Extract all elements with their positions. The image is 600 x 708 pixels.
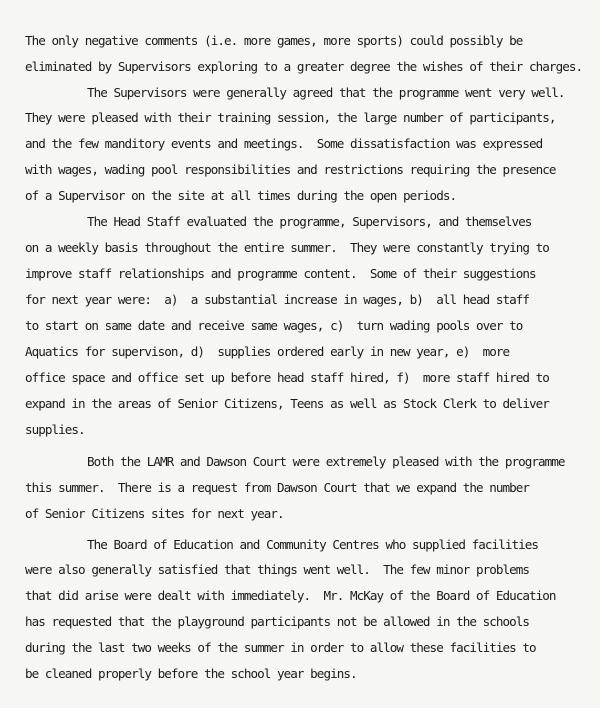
- text-line: office space and office set up before head staff hired, f) more staff hired to: [25, 370, 549, 385]
- text-line: of a Supervisor on the site at all times during the open periods.: [25, 188, 457, 203]
- text-line: be cleaned properly before the school year begins.: [25, 666, 357, 681]
- text-line: The Supervisors were generally agreed that the programme went very well.: [87, 85, 565, 100]
- text-line: were also generally satisfied that things went well. The few minor problems: [25, 562, 530, 577]
- text-line: on a weekly basis throughout the entire summer. They were constantly trying to: [25, 240, 549, 255]
- text-line: has requested that the playground participants not be allowed in the schools: [25, 614, 530, 629]
- text-line: improve staff relationships and programme content. Some of their suggestions: [25, 266, 536, 281]
- text-line: Aquatics for supervison, d) supplies ordered early in new year, e) more: [25, 344, 510, 359]
- text-line: The only negative comments (i.e. more games, more sports) could possibly be: [25, 33, 523, 48]
- text-line: this summer. There is a request from Dawson Court that we expand the number: [25, 480, 530, 495]
- text-line: with wages, wading pool responsibilities and restrictions requiring the presence: [25, 162, 556, 177]
- text-line: that did arise were dealt with immediately. Mr. McKay of the Board of Education: [25, 588, 556, 603]
- text-line: of Senior Citizens sites for next year.: [25, 506, 284, 521]
- text-line: Both the LAMR and Dawson Court were extremely pleased with the programme: [87, 454, 565, 469]
- text-line: during the last two weeks of the summer in order to allow these facilities to: [25, 640, 536, 655]
- text-line: They were pleased with their training session, the large number of participants,: [25, 110, 556, 125]
- text-line: for next year were: a) a substantial increase in wages, b) all head staff: [25, 292, 530, 307]
- text-line: to start on same date and receive same wages, c) turn wading pools over to: [25, 318, 523, 333]
- text-line: The Head Staff evaluated the programme, Supervisors, and themselves: [87, 214, 532, 229]
- text-line: eliminated by Supervisors exploring to a greater degree the wishes of their charges.: [25, 59, 583, 74]
- text-line: The Board of Education and Community Centres who supplied facilities: [87, 537, 538, 552]
- text-line: expand in the areas of Senior Citizens, Teens as well as Stock Clerk to deliver: [25, 396, 549, 411]
- text-line: and the few manditory events and meetings. Some dissatisfaction was expressed: [25, 136, 543, 151]
- text-line: supplies.: [25, 422, 85, 437]
